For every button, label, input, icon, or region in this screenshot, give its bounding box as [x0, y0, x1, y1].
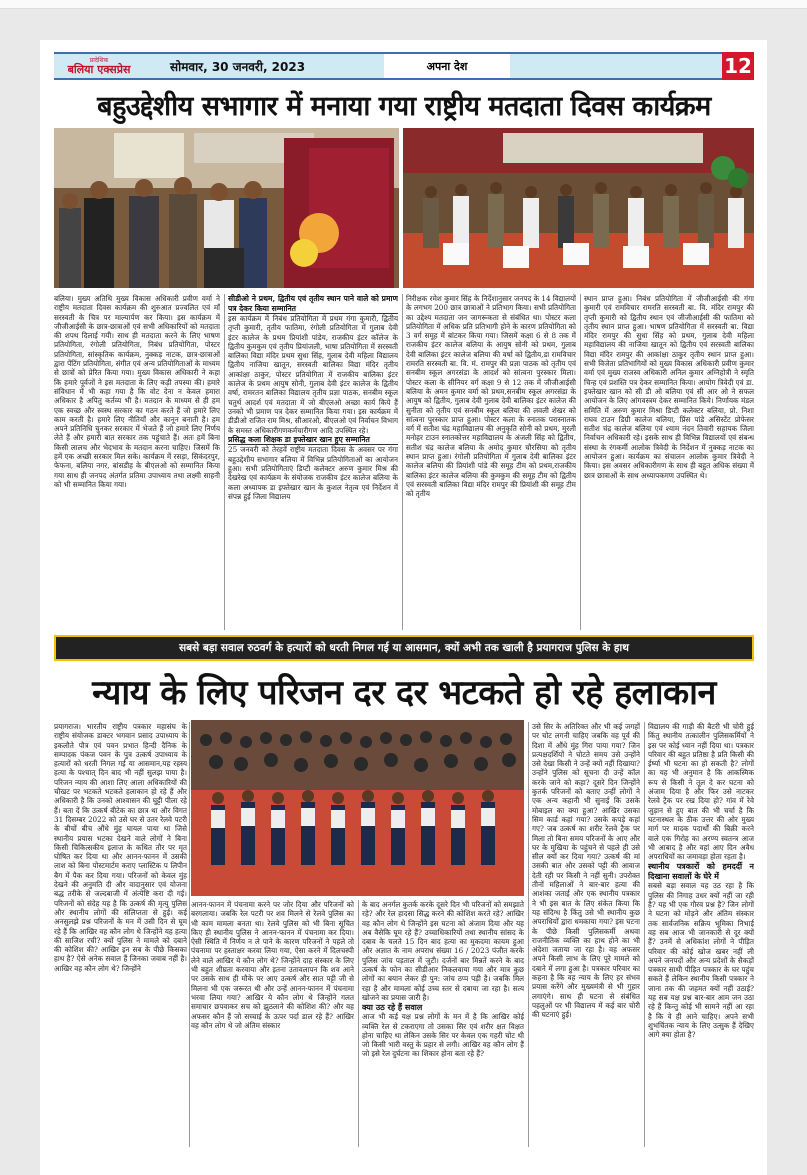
section-name: अपना देश — [384, 54, 510, 78]
story2-column-5 — [648, 722, 754, 1147]
column-divider — [580, 294, 581, 630]
column-divider — [402, 294, 403, 630]
story1-column-4 — [584, 294, 754, 630]
story1-col1-text: बलिया। मुख्य अतिथि मुख्य विकास अधिकारी प्रवीण वर्मा ने राष्ट्रीय मतदाता दिवस कार्यक्रम की शुरुआत प्रज्वलित एवं माँ सरस्वती के चित्र पर माल्यार्पण कर किया। इस कार्यक्रम में जीजीआईसी के छात्र-छात्राओं एवं सभी अधिकारियों को मतदाता की शपथ दिलाई गयी। साथ ही मतदाता करने के लिए भाषण प्रतियोगिता, रंगोली प्रतियोगिता, निबंध प्रतियोगिता, पोस्टर प्रतियोगिता, सांस्कृतिक कार्यक्रम, नुक्कड़ नाटक, छात्र-छात्राओं द्वारा पेंटिंग प्रतियोगिता, संगीत एवं अन्य प्रतियोगिताओं के माध्यम से छात्रों को प्रेरित किया गया। मुख्य विकास अधिकारी ने कहा कि हमारे पूर्वजों ने इस मतदाता के लिए कड़ी तपस्या की। हमारे संविधान में भी कहा गया है कि वोट देना न केवल हमारा अधिकार है अपितु कर्तव्य भी है। मतदान के माध्यम से ही हम एक स्वच्छ और स्वस्थ सरकार का गठन करते हैं जो हमारे लिए काम करती है। हमारे लिए नीतियाँ और कानून बनाती है। हम अपने प्रतिनिधि चुनकर सरकार में भेजते हैं जो हमारे लिए निर्णय लेते हैं और हमारी बात सरकार तक पहुंचाते हैं। अतः हमें बिना किसी लालच और भेदभाव के मतदान करना चाहिए। जिसमें कि हमें एक अच्छी सरकार मिल सके। कार्यक्रम में रसड़ा, सिकंदरपुर, फेफना, बलिया नगर, बांसडीह के बीएलओ को सम्मानित किया गया साथ ही जनपद अंतर्गत प्रतिमा उपाध्याय तथा लक्ष्मी साहनी को भी सम्मानित किया गया। — [54, 294, 220, 489]
story2-col4-text: उसे सिर के अतिरिक्त और भी कई जगहों पर चोट लगनी चाहिए जबकि वह पूर्व की दिशा में औंधे मुंह गिरा पाया गया? जिन प्रत्यक्षदर्शियों ने घोटते समय उसे उन्होंने उसे देखा किसी ने उन्हें क्यों नहीं दिखाया? उन्होंने पुलिस को सूचना दी उन्हें कॉल करके जाने को कहा? दूसरे दिन जिन्होंने कुतर्क परिजनों को बताए उन्हीं लोगों ने एक अन्य कहानी भी सुनाई कि उसके मोबाइल का क्या हुआ? आखिर उसका सिम कार्ड कहां गया? उसके कपड़े कहां गए? जब उत्कर्ष का शरीर रेलवे ट्रैक पर मिला तो बिना समय परिजनों के आए और घर के मुखिया के पहुंचने से पहले ही उसे सील क्यों कर दिया गया? उत्कर्ष की मां उसकी बात और उसको पट्टी की आवाज देती रही पर किसी ने नहीं सुनी। उपरोक्त तीनों महिलाओं ने बार-बार हत्या की आशंका जताई और एक स्थानीय पत्रकार ने भी इस बात के लिए संकेत किया कि यह संदिग्ध है किंतु उसे भी स्थानीय कुछ अपराधियों द्वारा धमकाया गया? इस घटना के पीछे किसी पुलिसकर्मी अथवा राजनीतिक व्यक्ति का हाथ होने का भी अंदेशा जताया जा रहा है। वह अफसर अपने किसी लाभ के लिए पूरे मामले को दबाने में लगा हुआ है। पत्रकार परिवार का कहना है कि वह न्याय के लिए हर संभव प्रयास करेंगे और मुख्यमंत्री से भी गुहार लगाएंगे। साथ ही घटना से संबंधित पहलुओं पर भी विद्यालय में कई बार चोरी की घटनाएं हुई। — [532, 722, 640, 1020]
column-divider — [358, 900, 359, 1147]
column-divider — [644, 722, 645, 1147]
newspaper-logo — [54, 54, 144, 78]
story2-col3b-text: आज भी कई यक्ष प्रश्न लोगों के मन में है कि आखिर कोई व्यक्ति रेल से टकराएगा तो उसका सिर एवं शरीर क्षत विक्षत होना चाहिए था लेकिन उसके सिर पर केवल एक गहरी चोट थी जो किसी भारी वस्तु के प्रहार से लगी। आखिर वह कौन लोग हैं जो इसे रेल दुर्घटना का शिकार होना बता रहे हैं? — [362, 1012, 524, 1059]
column-divider — [189, 722, 190, 1147]
story2-col1-text: प्रयागराज। भारतीय राष्ट्रीय पत्रकार महासंघ के राष्ट्रीय संयोजक डाक्टर भगवान प्रसाद उपाध्याय के इकलौते पौत्र एवं पवन प्रभात हिन्दी दैनिक के सम्पादक पंकज पवन के पुत्र उत्कर्ष उपाध्याय के हत्यारों को धरती निगल गई या आसमान,यह रहस्य हत्या के पश्चात् दिन बाद भी नहीं सुलझ पाया है। परिजन न्याय की आशा लिए आला अधिकारियों की चौखट पर भटकते भटकते हलाकान हो रहे हैं और अधिकारी है कि उनको आश्वासन की घुट्टी पीला रहे हैं। बता दें कि उत्कर्ष बीटेक का छात्र था और विगत 31 दिसम्बर 2022 को उसे घर से उतर रेलवे पटरी के बीचों बीच औंधे मुंह घायल पाया था जिसे स्थानीय प्रयास भटका देखने वाले लोगों ने बिना किसी चिकित्सकीय इलाज के कथित तौर पर मृत घोषित कर दिया था और आनन-फानन में उसकी लाश को बिना पोस्टमार्टम कराए प्लास्टिक प लिपीन बैग में पैक कर दिया गया। परिजनों को केवल मुंह देखने की अनुमति दी और वादानुसार एवं योजना बद्ध तरीके से जल्दबाजी में अंत्येष्टि करा दी गई। परिजनों को संदेह यह है कि उत्कर्ष की मृत्यु पुलिस और स्थानीय लोगों की संलिप्तता से हुई। कई अनसुलझे प्रश्न परिजनों के मन में उसी दिन से घूम रहे हैं कि आखिर वह कौन लोग थे जिन्होंने यह हत्या की साजिश रची? क्यों पुलिस ने मामले को दबाने की कोशिश की? आखिर इन सब के पीछे किसका हाथ है? ऐसे अनेक सवाल हैं जिनका जवाब नहीं है। आखिर वह कौन लोग थे? जिन्होंने — [54, 722, 187, 973]
story1-photo-right — [403, 128, 754, 288]
story1-column-1 — [54, 294, 220, 630]
story1-headline: बहुउद्देशीय सभागार में मनाया गया राष्ट्रीय मतदाता दिवस कार्यक्रम — [97, 91, 711, 122]
story2-kicker-banner: सबसे बड़ा सवाल रुठवर्ग के हत्यारों को धरती निगल गई या आसमान, क्यों अभी तक खाली है प्रयागराज पुलिस के हाथ — [54, 635, 754, 661]
logo-tagline: प्रादेशिक — [89, 56, 109, 64]
story1-subheading-2: प्रसिद्ध कला शिक्षक डा इफ्तेखार खान हुए सम्मानित — [228, 435, 398, 446]
story1-photo-left — [54, 128, 399, 288]
issue-date: सोमवार, 30 जनवरी, 2023 — [170, 59, 306, 74]
story1-subheading-1: सीडीओ ने प्रथम, द्वितीय एवं तृतीय स्थान पाने वाले को प्रमाण पत्र देकर किया सम्मानित — [228, 294, 398, 313]
story2-column-2 — [191, 900, 354, 1147]
story2-column-1 — [54, 722, 187, 1147]
story2-col5-text: विद्यालय की गाड़ी की बैटरी भी चोरी हुई किंतु स्थानीय तत्कालीन पुलिसकर्मियों ने इस पर कोई ध्यान नहीं दिया था। पत्रकार परिवार की बहुत प्रतिष्ठा है प्रति किसी की ईर्ष्या भी घटना का हो सकती है? लोगों का यह भी अनुमान है कि आकस्मिक रूप से किसी ने तूल दे कर घटना को अंजाम दिया है और फिर उसे नाटकर रेलवे ट्रैक पर रख दिया हो? गांव में रेवे जुड़ान से हुए बात की भी चर्चा है कि घटनास्थल के ठीक उत्तर की ओर मुख्य मार्ग पर मादक पदार्थों की बिक्री करने वाले एक गिरोह का अरण्य स्वतन्त्र आज भी आबाद है और वहां आए दिन अवैध अपराधियों का जमावड़ा होता रहता है। — [648, 722, 754, 862]
story1-col2b-text: 25 जनवरी को तेरहवें राष्ट्रीय मतदाता दिवस के अवसर पर गंगा बहुउद्देशीय सभागार बलिया में विभिन्न प्रतियोगिताओं का आयोजन हुआ। सभी प्रतियोगिताएं डिप्टी कलेक्टर अरुण कुमार मिश्र की देखरेख एवं कार्यक्रम के संयोजक राजकीय इंटर कालेज बलिया के कला अध्यापक डा इफ्तेखार खान के कुशल नेतृत्व एवं निर्देशन में संपन्न हुई जिला विद्यालय — [228, 445, 398, 501]
story1-col2-text: इस कार्यक्रम में निबंध प्रतियोगिता में प्रथम गंगा कुमारी, द्वितीय तृप्ती कुमारी, तृतीय फातिमा, रंगोली प्रतियोगिता में गुलाब देवी इंटर कालेज के प्रथम प्रियांशी पांडेय, राजकीय इंटर कॉलेज के द्वितीय कुमकुम एवं तृतीय प्रियांजली, भाषा प्रतियोगिता में सरस्वती बालिका विद्या मंदिर प्रथम सुधा सिंह, गुलाब देवी महिला विद्यालय द्वितीय नाजिया खातून, सरस्वती बालिका विद्या मंदिर तृतीय आकांक्षा ठाकुर, पोस्टर प्रतियोगिता में राजकीय बालिका इंटर कालेज के प्रथम आयुष सोनी, गुलाब देवी इंटर कालेज के द्वितीय वर्षा, रामरतन बालिका विद्यालय तृतीय प्रज्ञा पाठक, सनबीम स्कूल चतुर्थ आदर्श एवं मतदाता में जो बीएलओ अच्छा कार्य किये हैं उनको भी प्रमाण पत्र देकर सम्मानित किया गया। इस कार्यक्रम में डीडीओ राजित राम मिश्र, सीआरओ, बीएलओ एवं निर्वाचन विभाग के समस्त अधिकारीगणकर्मचारीगण आदि उपस्थित रहे। — [228, 314, 398, 435]
page-number: 12 — [722, 52, 754, 80]
story2-headline: न्याय के लिए परिजन दर दर भटकते हो रहे हलाकान — [92, 673, 716, 713]
crowd-photo-illustration — [191, 720, 524, 896]
story1-column-2 — [228, 294, 398, 630]
story1-col3-text: निरीक्षक रमेश कुमार सिंह के निर्देशानुसार जनपद के 14 विद्यालयों के लगभग 200 छात्र छात्राओं ने प्रतिभाग किया। सभी प्रतियोगिता का उद्देश्य मतदाता जन जागरूकता से संबंधित था। पोस्टर कला प्रतियोगिता में अधिक प्रति प्रतिभागी होने के कारण प्रतियोगिता को 3 वर्ग समूह में बांटकर किया गया। जिसमें कक्षा 6 से 8 तक में राजकीय इंटर कालेज बलिया के आयुष सोनी को प्रथम, गुलाब देवी बालिका इंटर कालेज बलिया की वर्षा को द्वितीय,डा रामविचार रामरति सरस्वती बा. वि. मं. रामपुर की प्रज्ञा पाठक को तृतीय एवं सनबीम स्कूल अगरसंडा के आदर्श को सांत्वना पुरस्कार मिला। पोस्टर कला के सीनियर वर्ग कक्षा 9 से 12 तक में जीजीआईसी बलिया के अमन कुमार वर्मा को प्रथम,सनबीम स्कूल अगरसंडा के आयुष को द्वितीय, गुलाब देवी गुलाब देवी बालिका इंटर कालेज की सुनीता को तृतीय एवं सनबीम स्कूल बलिया की लवली शेखर को सांत्वना पुरस्कार प्राप्त हुआ। पोस्टर कला के स्नातक परास्नातक वर्ग में सतीश चंद्र महाविद्यालय की अनुकृति सोनी को प्रथम, मुरली मनोहर टाउन स्नातकोत्तर महाविद्यालय के अंजली सिंह को द्वितीय, सतीश चंद्र कालेज बलिया के अमोद कुमार चौरसिया को तृतीय स्थान प्राप्त हुआ। रंगोली प्रतियोगिता में गुलाब देवी बालिका इंटर कालेज बलिया की प्रियांशी पांडे की समूह टीम को प्रथम,राजकीय बालिका इंटर कालेज बलिया की कुमकुम की समूह टीम को द्वितीय एवं सरस्वती बालिका विद्या मंदिर रामपुर की प्रियांशी की समूह टीम को तृतीय — [406, 294, 576, 499]
column-divider — [224, 294, 225, 630]
story2-col5b-text: सबसे बड़ा सवाल यह उठ रहा है कि पुलिस की निगाह उधर क्यों नहीं जा रही है? यह भी एक गौरव प्रश्न है? जिन लोगों ने घटना को मोड़ने और अंतिम संस्कार तक सार्वजनिक सक्रिय भूमिका निभाई वह सब आज भी जानकारी से दूर क्यों हैं? उनमें से अधिकांश लोगों ने पीड़ित परिवार की कोई खोज खबर नहीं ली अपने जनपदों और अन्य प्रदेशों के सैकड़ों पत्रकार साथी पीड़ित पत्रकार के घर पहुंच सकते हैं लेकिन स्थानीय किसी पत्रकार ने जाना तक की जहमत क्यों नहीं उठाई? यह सब यक्ष प्रश्न बार-बार आम जन उठा रहे हैं किन्तु कोई भी सामने नहीं आ रहा है कि वे ही आने चाहिए। अपने सभी शुभचिंतक न्याय के लिए उत्सुक हैं देखिए आगे क्या होता है? — [648, 881, 754, 1040]
story1-column-3 — [406, 294, 576, 630]
masthead — [54, 52, 754, 80]
stage-photo-illustration — [403, 128, 754, 288]
story2-column-4 — [532, 722, 640, 1147]
story1-col4-text: स्थान प्राप्त हुआ। निबंध प्रतियोगिता में जीजीआईसी की गंगा कुमारी एवं रामविचार रामरति सरस्वती बा. वि. मंदिर रामपुर की तृप्ती कुमारी को द्वितीय स्थान एवं जीजीआईसी की फातिमा को तृतीय स्थान प्राप्त हुआ। भाषण प्रतियोगिता में सरस्वती बा. विद्या मंदिर रामपुर की सुधा सिंह को प्रथम, गुलाब देवी महिला महाविद्यालय की नाजिया खातून को द्वितीय एवं सरस्वती बालिका विद्या मंदिर रामपुर की आकांक्षा ठाकुर तृतीय स्थान प्राप्त हुआ। सभी विजेता प्रतिभागियों को मुख्य विकास अधिकारी प्रवीण कुमार वर्मा एवं मुख्य राजस्व अधिकारी अनिल कुमार अग्निहोत्री ने स्मृति चिन्ह एवं प्रशस्ति पत्र देकर सम्मानित किया। आयोग त्रिवेदी एवं डा. इफ्तेखार खान को सी डी ओ बलिया एवं सी आर ओ ने सफल आयोजन के लिए आंगवस्त्रम देकर सम्मानित किये। निर्णायक मंडल समिति में अरुण कुमार मिश्रा डिप्टी कलेक्टर बलिया, प्रो. निशा राघव टाउन डिग्री कालेज बलिया, प्रिंस पांडे असिस्टेंट प्रोफेसर सतीश चंद्र कालेज बलिया एवं श्याम नंदन तिवारी सहायक जिला निर्वाचन अधिकारी रहे। इसके साथ ही विभिन्न विद्यालयों एवं संबन्ध संस्था के रंगकर्मी आलोक त्रिवेदी के निर्देशन में नुक्कड़ नाटक का आयोजन हुआ। कार्यक्रम का संचालन आलोक कुमार त्रिवेदी ने किया। इस अवसर अधिकारीगण के साथ ही बहुत अधिक संख्या में छात्र छात्राओं के साथ अध्यापकगण उपस्थित थे। — [584, 294, 754, 480]
story2-col3-text: के बाद अनर्गल कुतर्क करके दूसरे दिन भी परिजनों को समझाते रहे? और रेल हादसा सिद्ध करने की कोशिश करते रहे? आखिर वह कौन लोग थे जिन्होंने इस घटना को अंजाम दिया और यह अब वैसेकि घूम रहे हैं? उच्चाधिकारियों तथा स्थानीय सांसद के दबाव के चलते 15 दिन बाद हत्या का मुकदमा कायम हुआ और अज्ञात के नाम अपराध संख्या 16 / 2023 पंजीत करके पुलिस जांच पड़ताल में जुटी। दर्जनों बार मिन्नतें करने के बाद उत्कर्ष के फोन का सीडीआर निकलवाया गया और मात्र कुछ लोगों का बयान लेकर ही पुन: जांच ठप्प पड़ी है। जबकि मिल रहा है और मामला कोई उच्च स्तर से दबाया जा रहा है। सत्य खोजने का प्रयास जारी है। — [362, 900, 524, 1002]
logo-name: बलिया एक्सप्रेस — [67, 62, 131, 76]
story2-subheading-2: स्थानीय पत्रकारों को हमदर्दी न दिखाना सवालों के घेरे में — [648, 861, 754, 882]
story2-column-3 — [362, 900, 524, 1147]
event-photo-illustration — [54, 128, 399, 288]
story2-subheading-1: क्या उठ रहे हैं सवाल — [362, 1002, 423, 1013]
newspaper-page — [40, 40, 767, 1175]
page-bottom-margin — [40, 1149, 767, 1175]
browser-top-strip — [0, 0, 807, 9]
story2-col2-text: आनन-फानन में पंचनामा करने पर जोर दिया और परिजनों को बरगलाया। जबकि रेल पटरी पर शव मिलने से रेलवे पुलिस का भी काम मामला बनता था। रेलवे पुलिस को भी बिना सूचित किए ही स्थानीय पुलिस ने आनन-फानन में पंचनामा कर दिया। ऐसी स्थिति में निर्णय न ले पाने के कारण परिजनों ने पहले तो पंचनामा पर हस्ताक्षर करवा लिया गया, ऐसा करने में दिलचस्पी लेने वाले आखिर ये कौन लोग थे? जिन्होंने दाह संस्कार के लिए भी बहुत शीघ्रता करवाया और इतना उतावलापन कि शव आने पर उसके साथ ही मौके पर आए उत्कर्ष और सात पट्टी जी से मिलना भी एक जरूरत थी और उन्हें आनन-फानन में पंचनामा भरवा लिया गया? आखिर ये कौन लोग थे जिन्होंने गलत समाचार छपवाकर सच को झुठलाने की कोशिश की? और वह अफसर कौन हैं जो सच्चाई के ऊपर पर्दा डाल रहे हैं? आखिर वह कौन लोग थे जो अंतिम संस्कार — [191, 900, 354, 1030]
column-divider — [528, 722, 529, 1147]
story2-photo — [191, 720, 524, 896]
